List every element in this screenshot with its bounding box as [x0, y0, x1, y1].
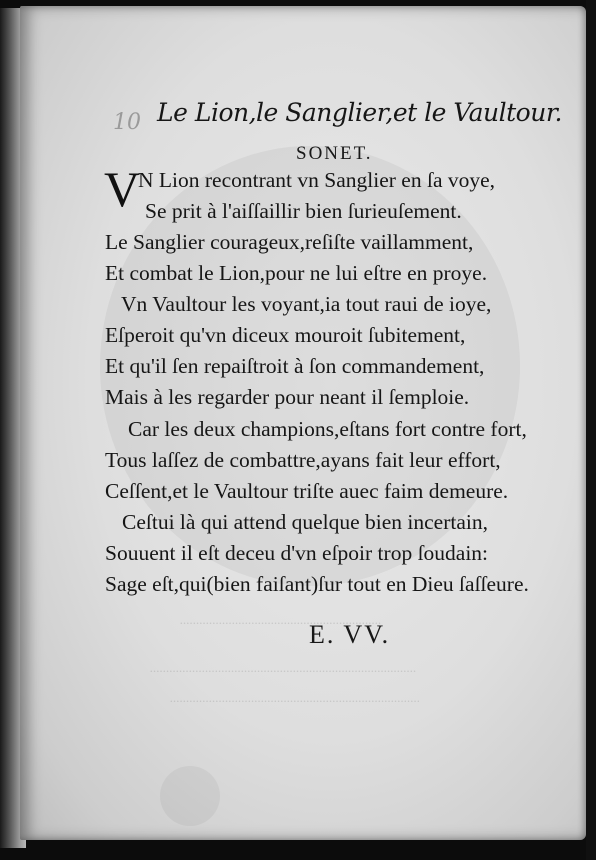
scan-border-right [586, 0, 596, 860]
verse-line-2: Se prit à l'aiſſaillir bien ſurieuſement. [145, 199, 462, 223]
verse-line-13: Souuent il eſt deceu d'vn eſpoir trop ſoudain: [105, 541, 489, 565]
verse-line-8: Mais à les regarder pour neant il ſemploie. [105, 385, 470, 409]
verse-line-7: Et qu'il ſen repaiſtroit à ſon commandement, [105, 354, 485, 378]
verse-line-3: Le Sanglier courageux,reſiſte vaillamment, [105, 230, 474, 254]
drop-cap: V [104, 161, 141, 217]
verse-line-6: Eſperoit qu'vn diceux mouroit ſubitement, [105, 323, 466, 347]
verse-line-14: Sage eſt,qui(bien faiſant)ſur tout en Dieu ſaſſeure. [105, 572, 529, 596]
verse-line-5: Vn Vaultour les voyant,ia tout raui de ioye, [121, 292, 492, 316]
catchword: E. VV. [309, 620, 391, 649]
verse-line-12: Ceſtui là qui attend quelque bien incertain, [122, 510, 488, 534]
verse-line-10: Tous laſſez de combattre,ayans fait leur effort, [105, 448, 501, 472]
verse-line-4: Et combat le Lion,pour ne lui eſtre en proye. [105, 261, 488, 285]
verse-line-11: Ceſſent,et le Vaultour triſte auec faim demeure. [105, 479, 509, 503]
show-through-text: ............................................................................. [170, 690, 421, 705]
stain-mark [160, 766, 220, 826]
show-through-text: .................................................................................. [150, 660, 417, 675]
sonnet-title: SONET. [296, 143, 373, 164]
verse-line-1: N Lion recontrant vn Sanglier en ſa voye, [138, 168, 496, 192]
running-head: Le Lion,le Sanglier,et le Vaultour. [157, 98, 562, 127]
show-through-text: .............................................................. [180, 612, 382, 627]
page-number: 10 [113, 110, 141, 135]
verse-line-9: Car les deux champions,eſtans fort contre fort, [128, 417, 527, 441]
